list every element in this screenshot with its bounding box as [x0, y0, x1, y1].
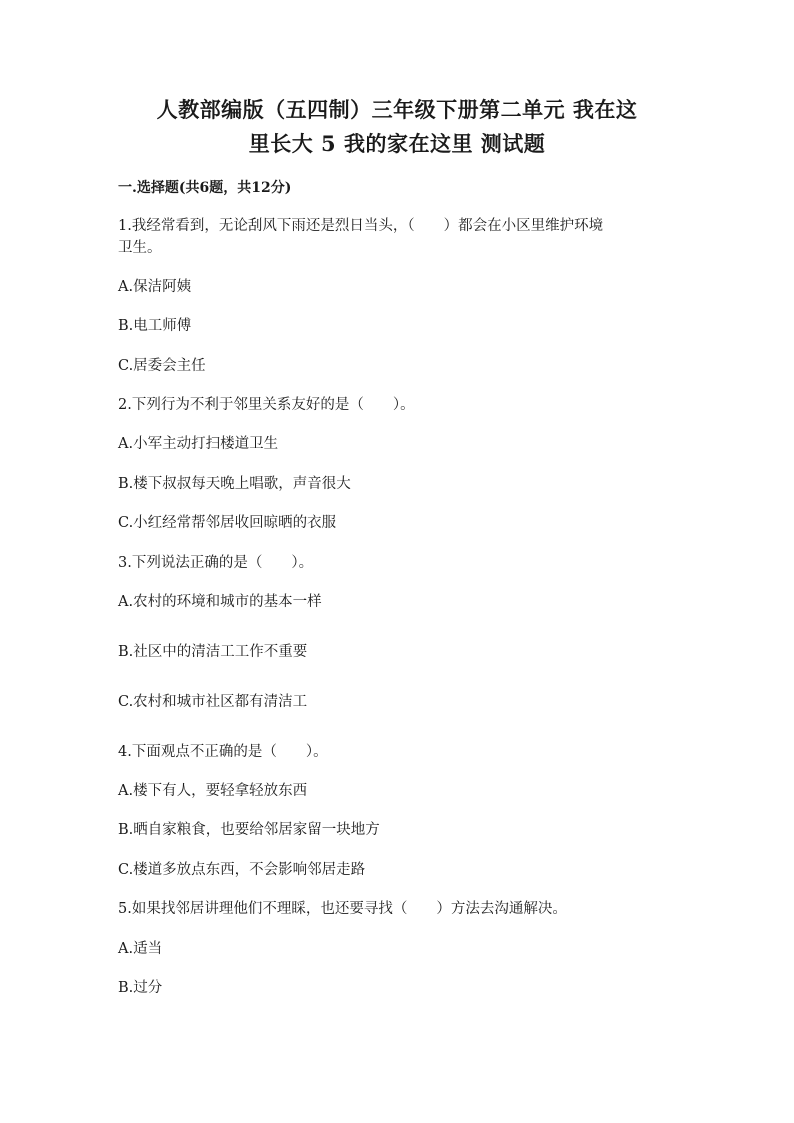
question-3-option-c: C.农村和城市社区都有清洁工: [118, 694, 308, 710]
question-3-option-a: A.农村的环境和城市的基本一样: [118, 594, 322, 610]
question-5-option-b: B.过分: [118, 980, 163, 996]
question-1-stem: 1.我经常看到，无论刮风下雨还是烈日当头，（ ）都会在小区里维护环境: [118, 218, 604, 234]
question-2-option-b: B.楼下叔叔每天晚上唱歌，声音很大: [118, 476, 351, 492]
question-1-option-c: C.居委会主任: [118, 358, 206, 374]
question-3-stem: 3.下列说法正确的是（ ）。: [118, 555, 314, 571]
question-2-option-a: A.小军主动打扫楼道卫生: [118, 436, 279, 452]
question-4-stem: 4.下面观点不正确的是（ ）。: [118, 744, 328, 760]
question-5-option-a: A.适当: [118, 941, 163, 957]
question-1-option-a: A.保洁阿姨: [118, 279, 192, 295]
question-1-stem-cont: 卫生。: [118, 240, 162, 256]
question-3-option-b: B.社区中的清洁工工作不重要: [118, 644, 308, 660]
question-4-option-c: C.楼道多放点东西，不会影响邻居走路: [118, 862, 366, 878]
question-2-stem: 2.下列行为不利于邻里关系友好的是（ ）。: [118, 397, 415, 413]
question-1-option-b: B.电工师傅: [118, 318, 192, 334]
section-heading: 一.选择题(共6题，共12分): [118, 180, 292, 196]
question-2-option-c: C.小红经常帮邻居收回晾晒的衣服: [118, 515, 337, 531]
question-4-option-b: B.晒自家粮食，也要给邻居家留一块地方: [118, 822, 380, 838]
page-title-line-2: 里长大 5 我的家在这里 测试题: [248, 131, 546, 156]
question-4-option-a: A.楼下有人，要轻拿轻放东西: [118, 783, 308, 799]
page-title-line-1: 人教部编版（五四制）三年级下册第二单元 我在这: [156, 97, 638, 122]
question-5-stem: 5.如果找邻居讲理他们不理睬，也还要寻找（ ）方法去沟通解决。: [118, 901, 567, 917]
